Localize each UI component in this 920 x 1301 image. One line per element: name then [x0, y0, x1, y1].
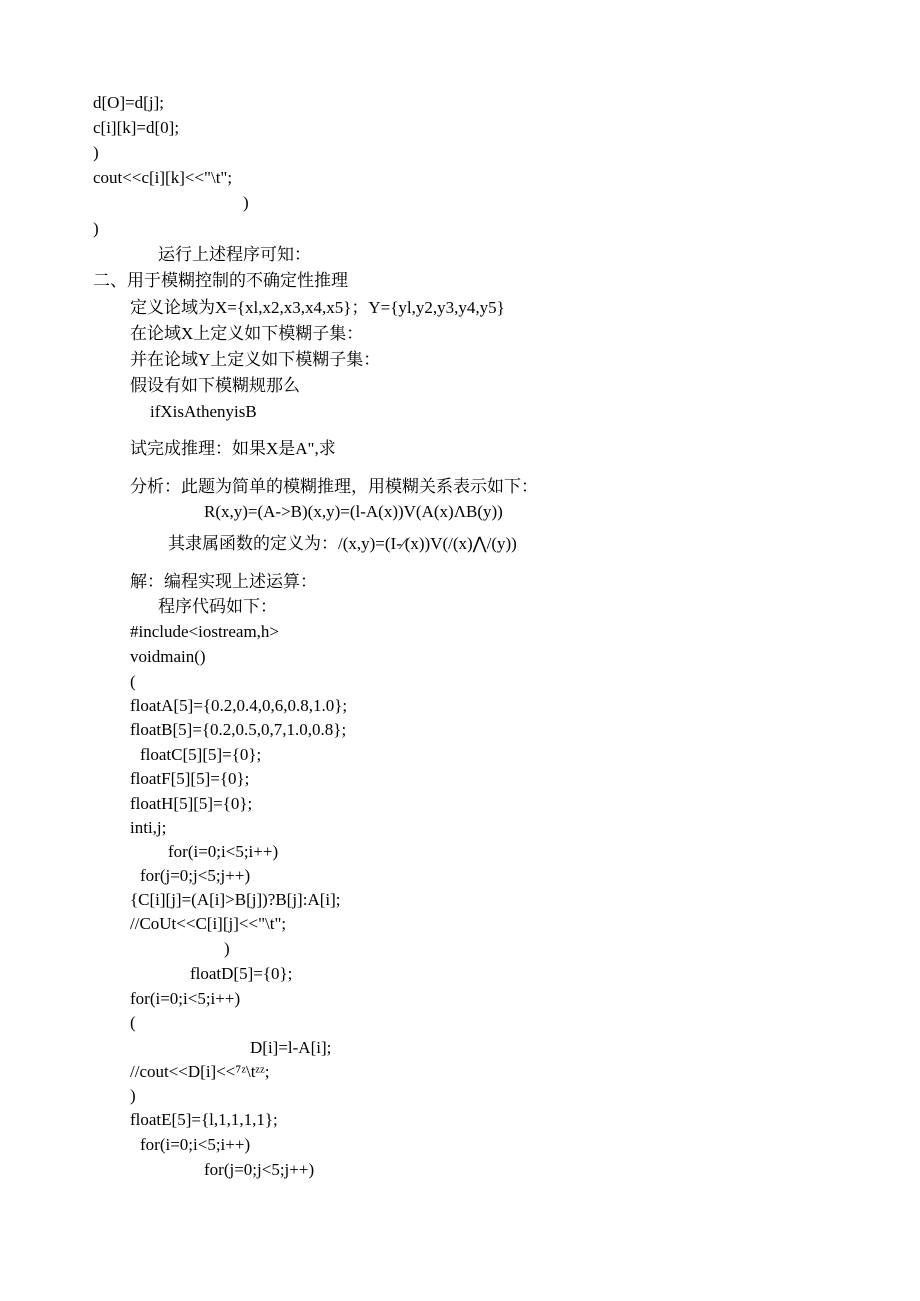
body-text: 程序代码如下：	[158, 597, 277, 616]
body-text: 解：编程实现上述运算：	[130, 572, 317, 591]
body-text: 分析：此题为简单的模糊推理，用模糊关系表示如下：	[130, 477, 538, 496]
body-text: 假设有如下模糊规那么	[130, 376, 300, 395]
code-line: d[O]=d[j];	[93, 93, 164, 112]
code-line: {C[i][j]=(A[i]>B[j])?B[j]:A[i];	[130, 890, 341, 909]
body-text: 试完成推理：如果X是A",求	[130, 439, 336, 458]
code-line: )	[224, 939, 230, 958]
code-line: (	[130, 1013, 136, 1032]
code-line: #include<iostream,h>	[130, 622, 279, 641]
code-line: floatC[5][5]={0};	[140, 745, 262, 764]
code-line: floatH[5][5]={0};	[130, 794, 253, 813]
code-line: cout<<c[i][k]<<"\t";	[93, 168, 233, 187]
code-line: (	[130, 672, 136, 691]
formula: 其隶属函数的定义为：/(x,y)=(I-⁄(x))V(/(x)⋀/(y))	[168, 534, 517, 553]
code-line: )	[93, 219, 99, 238]
code-line: voidmain()	[130, 647, 206, 666]
body-text: 运行上述程序可知：	[158, 245, 311, 264]
code-line: c[i][k]=d[0];	[93, 118, 180, 137]
code-line: )	[243, 193, 249, 212]
code-line: floatA[5]={0.2,0.4,0,6,0.8,1.0};	[130, 696, 348, 715]
code-line: inti,j;	[130, 818, 167, 837]
code-line: floatF[5][5]={0};	[130, 769, 250, 788]
code-line: floatE[5]={l,1,1,1,1};	[130, 1110, 278, 1129]
formula: R(x,y)=(A->B)(x,y)=(l-A(x))V(A(x)ΛB(y))	[204, 502, 503, 521]
body-text: 在论域X上定义如下模糊子集：	[130, 324, 364, 343]
code-line: //cout<<D[i]<<⁷ᶻ\tᶻᶻ;	[130, 1062, 270, 1081]
code-line: )	[93, 143, 99, 162]
code-line: D[i]=l-A[i];	[250, 1038, 332, 1057]
code-line: floatD[5]={0};	[190, 964, 293, 983]
code-line: for(i=0;i<5;i++)	[168, 842, 279, 861]
section-heading: 二、用于模糊控制的不确定性推理	[93, 271, 348, 290]
code-line: for(i=0;i<5;i++)	[140, 1135, 251, 1154]
code-line: //CoUt<<C[i][j]<<"\t";	[130, 914, 287, 933]
code-line: for(j=0;j<5;j++)	[204, 1160, 315, 1179]
code-line: for(i=0;i<5;i++)	[130, 989, 241, 1008]
body-text: 并在论域Y上定义如下模糊子集：	[130, 350, 381, 369]
code-line: )	[130, 1086, 136, 1105]
rule-text: ifXisAthenyisB	[150, 402, 257, 421]
code-line: for(j=0;j<5;j++)	[140, 866, 251, 885]
code-line: floatB[5]={0.2,0.5,0,7,1.0,0.8};	[130, 720, 347, 739]
body-text: 定义论域为X={xl,x2,x3,x4,x5}；Y={yl,y2,y3,y4,y5}	[130, 298, 505, 317]
